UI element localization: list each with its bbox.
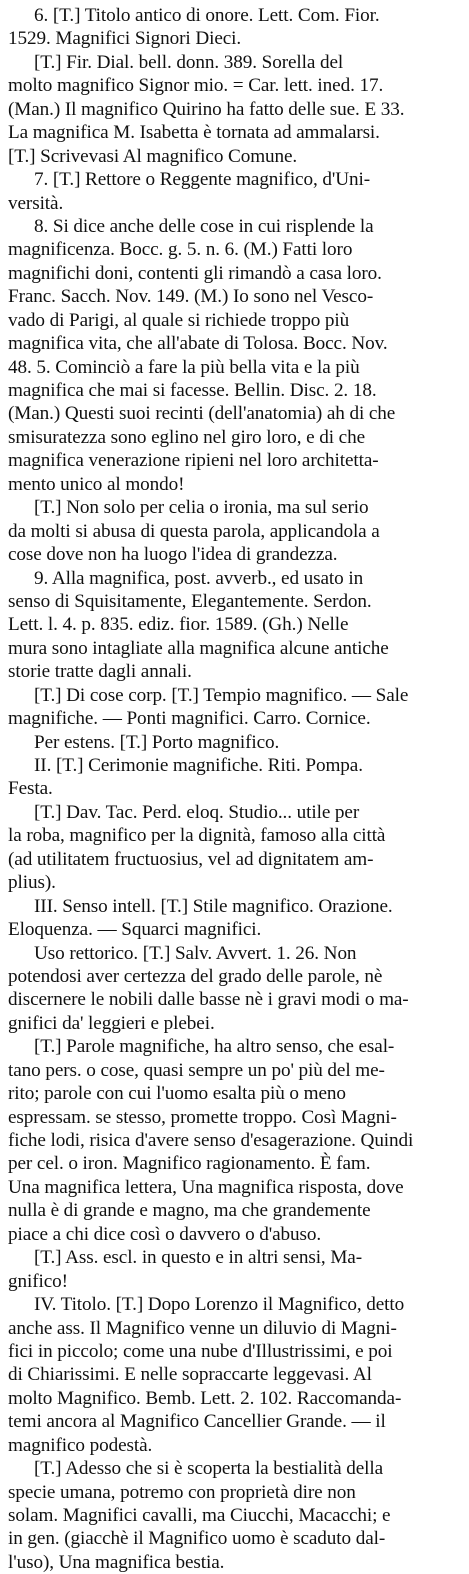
text-line: espressam. se stesso, promette troppo. Così Magni-	[8, 1106, 397, 1128]
text-line: tano pers. o cose, quasi sempre un po' più del me-	[8, 1059, 385, 1081]
text-line: gnifico!	[8, 1270, 68, 1292]
text-line: mento unico al mondo!	[8, 473, 185, 495]
text-line: per cel. o iron. Magnifico ragionamento. È fam.	[8, 1153, 371, 1175]
text-line: magnifiche. — Ponti magnifici. Carro. Cornice.	[8, 708, 371, 730]
text-line: mura sono intagliate alla magnifica alcune antiche	[8, 637, 389, 659]
text-line: anche ass. Il Magnifico venne un diluvio di Magni-	[8, 1317, 397, 1339]
text-line: storie tratte dagli annali.	[8, 661, 192, 683]
text-line: fiche lodi, risica d'avere senso d'esagerazione. Quindi	[8, 1130, 414, 1151]
text-line: magnifica vita, che all'abate di Tolosa. Bocc. Nov.	[8, 333, 388, 355]
text-line: [T.] Non solo per celia o ironia, ma sul serio	[34, 497, 369, 519]
text-line: 7. [T.] Rettore o Reggente magnifico, d'Uni-	[34, 169, 370, 191]
text-line: (ad utilitatem fructuosius, vel ad dignitatem am-	[8, 848, 374, 870]
text-line: l'uso), Una magnifica bestia.	[8, 1551, 225, 1573]
text-line: [T.] Scrivevasi Al magnifico Comune.	[8, 145, 298, 167]
text-line: IV. Titolo. [T.] Dopo Lorenzo il Magnifico, detto	[34, 1294, 405, 1316]
text-line: versità.	[8, 192, 64, 214]
text-line: nulla è di grande e magno, ma che grandemente	[8, 1200, 371, 1222]
text-line: Per estens. [T.] Porto magnifico.	[34, 731, 280, 753]
text-line: Eloquenza. — Squarci magnifici.	[8, 919, 262, 941]
text-line: molto Magnifico. Bemb. Lett. 2. 102. Raccomanda-	[8, 1387, 402, 1409]
text-line: [T.] Fir. Dial. bell. donn. 389. Sorella del	[34, 51, 344, 73]
text-line: la roba, magnifico per la dignità, famoso alla città	[8, 825, 386, 847]
text-line: II. [T.] Cerimonie magnifiche. Riti. Pompa.	[34, 755, 363, 776]
text-line: [T.] Adesso che si è scoperta la bestialità della	[34, 1458, 384, 1480]
text-line: 48. 5. Cominciò a fare la più bella vita e la più	[8, 356, 360, 378]
text-line: gnifici da' leggieri e plebei.	[8, 1012, 215, 1034]
text-line: [T.] Dav. Tac. Perd. eloq. Studio... utile per	[34, 801, 360, 823]
text-line: magnifica venerazione ripieni nel loro architetta-	[8, 450, 379, 472]
text-line: temi ancora al Magnifico Cancellier Grande. — il	[8, 1411, 386, 1433]
text-line: di Chiarissimi. E nelle sopraccarte leggevasi. Al	[8, 1364, 372, 1386]
text-line: Una magnifica lettera, Una magnifica risposta, dove	[8, 1176, 404, 1198]
text-line: cose dove non ha luogo l'idea di grandezza.	[8, 544, 338, 566]
text-line: III. Senso intell. [T.] Stile magnifico. Orazione.	[34, 895, 393, 917]
text-line: [T.] Ass. escl. in questo e in altri sensi, Ma-	[34, 1247, 362, 1269]
text-line: senso di Squisitamente, Elegantemente. Serdon.	[8, 590, 372, 612]
text-line: da molti si abusa di questa parola, applicandola a	[8, 520, 380, 542]
text-line: (Man.) Il magnifico Quirino ha fatto delle sue. E 33.	[8, 98, 405, 120]
text-line: magnifico podestà.	[8, 1434, 153, 1456]
text-line: (Man.) Questi suoi recinti (dell'anatomia) ah di che	[8, 403, 396, 425]
text-line: Franc. Sacch. Nov. 149. (M.) Io sono nel Vesco-	[8, 286, 374, 308]
text-line: piace a chi dice così o davvero o d'abuso.	[8, 1223, 322, 1245]
text-line: 9. Alla magnifica, post. avverb., ed usato in	[34, 567, 364, 589]
text-line: in gen. (giacchè il Magnifico uomo è scaduto dal-	[8, 1528, 386, 1550]
text-line: [T.] Di cose corp. [T.] Tempio magnifico. — Sale	[34, 684, 409, 706]
text-line: solam. Magnifici cavalli, ma Ciucchi, Macacchi; e	[8, 1505, 391, 1526]
text-line: vado di Parigi, al quale si richiede troppo più	[8, 309, 350, 331]
text-line: La magnifica M. Isabetta è tornata ad ammalarsi.	[8, 122, 380, 144]
text-line: potendosi aver certezza del grado delle parole, nè	[8, 965, 383, 987]
text-line: plius).	[8, 872, 56, 894]
text-line: molto magnifico Signor mio. = Car. lett. ined. 17.	[8, 75, 384, 97]
text-line: magnifica che mai si facesse. Bellin. Disc. 2. 18.	[8, 380, 377, 401]
text-line: rito; parole con cui l'uomo esalta più o meno	[8, 1083, 346, 1105]
text-line: smisuratezza sono eglino nel giro loro, e di che	[8, 426, 365, 448]
text-line: Uso rettorico. [T.] Salv. Avvert. 1. 26. Non	[34, 942, 357, 964]
text-line: Lett. l. 4. p. 835. ediz. fior. 1589. (Gh.) Nelle	[8, 614, 349, 636]
text-line: discernere le nobili dalle basse nè i gravi modi o ma-	[8, 989, 409, 1011]
text-line: 6. [T.] Titolo antico di onore. Lett. Com. Fior.	[34, 5, 380, 26]
text-line: specie umana, potremo con proprietà dire non	[8, 1481, 356, 1503]
text-line: 8. Si dice anche delle cose in cui risplende la	[34, 215, 374, 237]
text-line: Festa.	[8, 778, 53, 800]
text-line: 1529. Magnifici Signori Dieci.	[8, 28, 242, 50]
text-line: magnifichi doni, contenti gli rimandò a casa loro.	[8, 262, 382, 284]
text-line: fici in piccolo; come una nube d'Illustrissimi, e poi	[8, 1340, 393, 1362]
text-line: magnificenza. Bocc. g. 5. n. 6. (M.) Fatti loro	[8, 239, 353, 261]
text-line: [T.] Parole magnifiche, ha altro senso, che esal-	[34, 1036, 395, 1058]
